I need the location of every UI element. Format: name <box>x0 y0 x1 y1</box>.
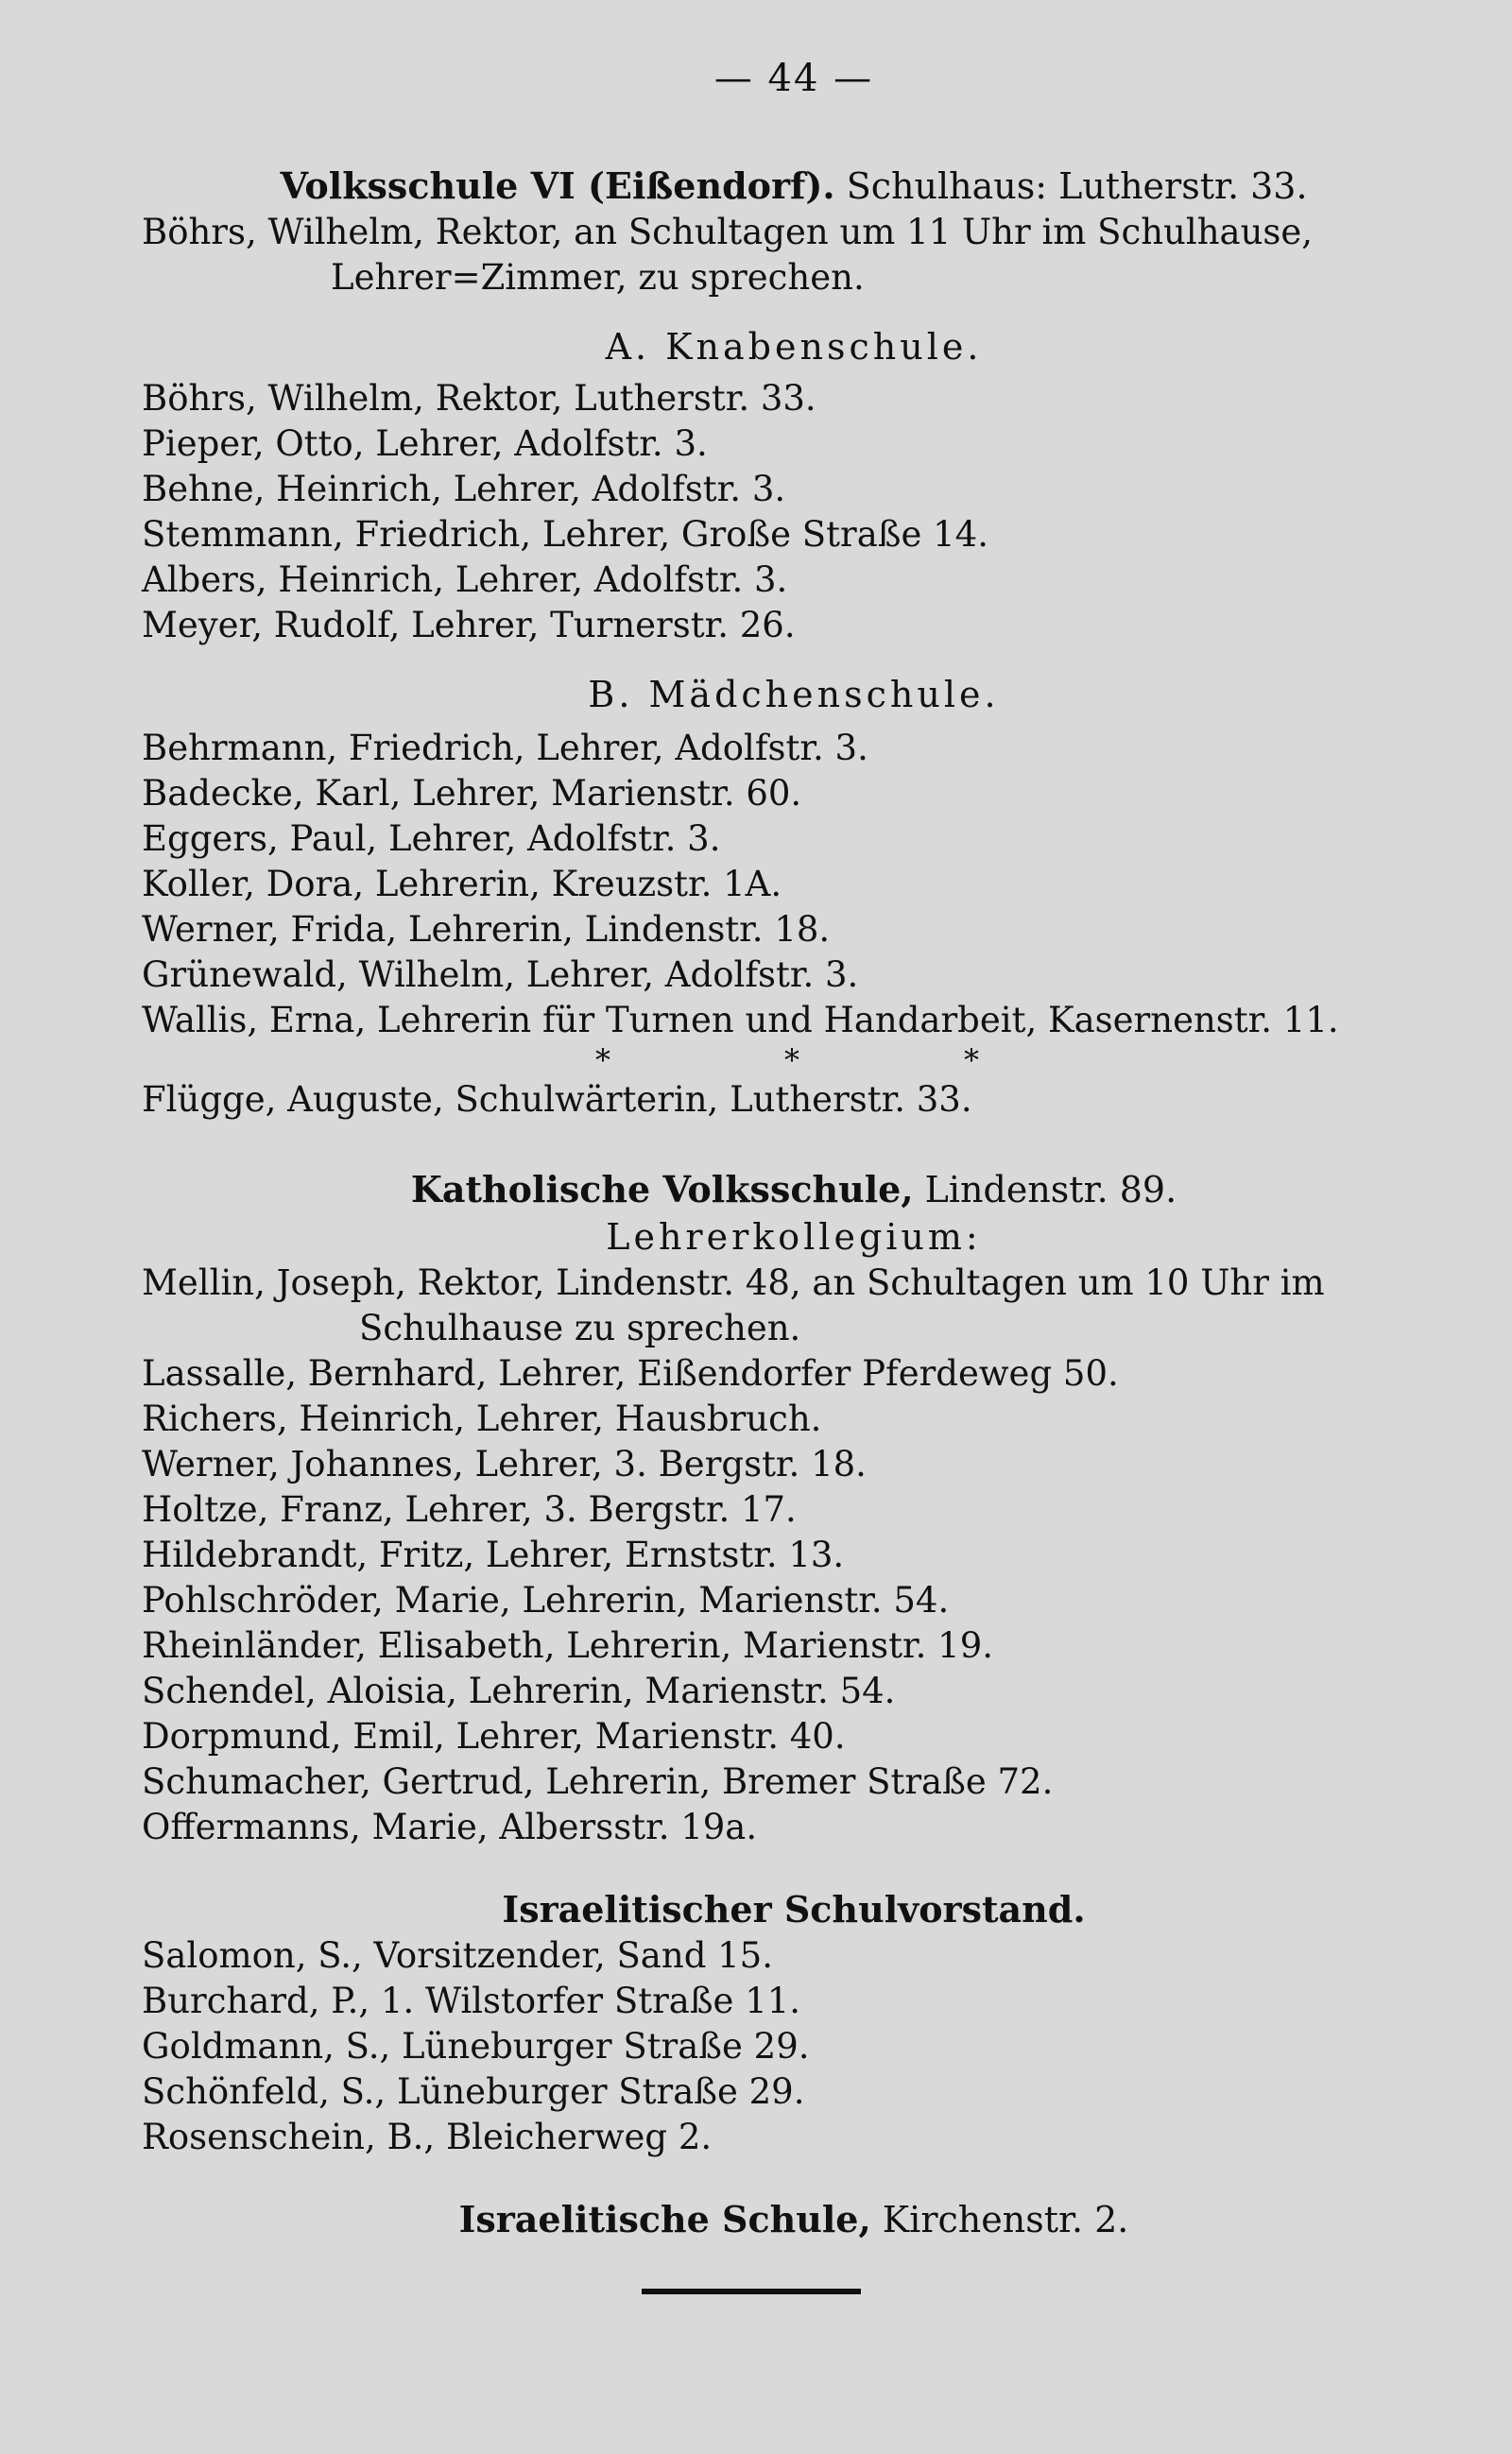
section-title-israelitischer-schulvorstand <box>142 1886 1446 1933</box>
section-title-bold: Israelitische Schule, <box>458 2198 871 2240</box>
separator-stars <box>142 1043 1446 1077</box>
katholische-lehrer-list <box>142 1351 1446 1850</box>
list-item: Schönfeld, S., Lüneburger Straße 29. <box>142 2071 805 2112</box>
list-item: Goldmann, S., Lüneburger Straße 29. <box>142 2026 810 2067</box>
list-item: Pohlschröder, Marie, Lehrerin, Marienstr. 54. <box>142 1580 950 1621</box>
closing-rule <box>642 2289 861 2294</box>
list-item: Rosenschein, B., Bleicherweg 2. <box>142 2117 713 2157</box>
list-item: Stemmann, Friedrich, Lehrer, Große Straße 14. <box>142 514 988 555</box>
list-item: Hildebrandt, Fritz, Lehrer, Ernststr. 13. <box>142 1535 845 1575</box>
list-item: Rheinländer, Elisabeth, Lehrerin, Marienstr. 19. <box>142 1625 994 1666</box>
section-title-rest: Lindenstr. 89. <box>913 1169 1177 1210</box>
list-item: Salomon, S., Vorsitzender, Sand 15. <box>142 1935 773 1976</box>
list-item: Holtze, Franz, Lehrer, 3. Bergstr. 17. <box>142 1489 797 1530</box>
list-item: Meyer, Rudolf, Lehrer, Turnerstr. 26. <box>142 605 796 645</box>
list-item: Richers, Heinrich, Lehrer, Hausbruch. <box>142 1399 822 1439</box>
page-number: — 44 — <box>713 57 874 100</box>
list-item: Grünewald, Wilhelm, Lehrer, Adolfstr. 3. <box>142 954 859 995</box>
list-item: Werner, Frida, Lehrerin, Lindenstr. 18. <box>142 909 831 950</box>
list-item: Eggers, Paul, Lehrer, Adolfstr. 3. <box>142 818 721 859</box>
section-title-bold: Israelitischer Schulvorstand. <box>502 1888 1086 1931</box>
list-item: Behne, Heinrich, Lehrer, Adolfstr. 3. <box>142 469 786 509</box>
list-item: Offermanns, Marie, Albersstr. 19a. <box>142 1807 758 1847</box>
schulvorstand-list <box>142 1933 1446 2160</box>
section-title-bold: Katholische Volksschule, <box>410 1168 914 1210</box>
knabenschule-list <box>142 376 1446 648</box>
star: * <box>964 1042 979 1078</box>
list-item: Behrmann, Friedrich, Lehrer, Adolfstr. 3. <box>142 728 868 768</box>
list-item: Böhrs, Wilhelm, Rektor, Lutherstr. 33. <box>142 378 816 419</box>
list-item: Lassalle, Bernhard, Lehrer, Eißendorfer Pferdeweg 50. <box>142 1353 1119 1394</box>
list-item: Badecke, Karl, Lehrer, Marienstr. 60. <box>142 773 802 814</box>
rektor-intro-line: Lehrer=Zimmer, zu sprechen. <box>331 257 865 298</box>
list-item: Schendel, Aloisia, Lehrerin, Marienstr. 54. <box>142 1671 896 1711</box>
subsection-heading-knabenschule: A. Knabenschule. <box>605 326 983 368</box>
section-title-rest: Schulhaus: Lutherstr. 33. <box>834 165 1308 207</box>
list-item: Flügge, Auguste, Schulwärterin, Lutherstr. 33. <box>142 1079 972 1120</box>
list-item: Wallis, Erna, Lehrerin für Turnen und Handarbeit, Kasernenstr. 11. <box>142 1000 1339 1040</box>
rektor-line: Mellin, Joseph, Rektor, Lindenstr. 48, an Schultagen um 10 Uhr im <box>142 1262 1325 1303</box>
subsection-heading-lehrerkollegium: Lehrerkollegium: <box>606 1216 982 1258</box>
section-title-rest: Kirchenstr. 2. <box>870 2199 1129 2240</box>
subsection-heading-maedchenschule: B. Mädchenschule. <box>588 674 1000 715</box>
list-item: Dorpmund, Emil, Lehrer, Marienstr. 40. <box>142 1716 846 1757</box>
maedchenschule-list <box>142 726 1446 1043</box>
section-title-volksschule-vi <box>142 163 1446 210</box>
list-item: Koller, Dora, Lehrerin, Kreuzstr. 1A. <box>142 864 782 904</box>
star: * <box>595 1042 610 1078</box>
rektor-line: Schulhause zu sprechen. <box>359 1308 801 1348</box>
list-item: Pieper, Otto, Lehrer, Adolfstr. 3. <box>142 423 708 464</box>
rektor-intro-line: Böhrs, Wilhelm, Rektor, an Schultagen um 11 Uhr im Schulhause, <box>142 212 1314 252</box>
list-item: Burchard, P., 1. Wilstorfer Straße 11. <box>142 1981 801 2021</box>
list-item: Albers, Heinrich, Lehrer, Adolfstr. 3. <box>142 559 788 600</box>
list-item: Werner, Johannes, Lehrer, 3. Bergstr. 18. <box>142 1444 867 1484</box>
star: * <box>784 1042 799 1078</box>
section-title-bold: Volksschule VI (Eißendorf). <box>280 164 835 207</box>
list-item: Schumacher, Gertrud, Lehrerin, Bremer Straße 72. <box>142 1761 1054 1802</box>
section-title-katholische-volksschule <box>142 1166 1446 1213</box>
section-title-israelitische-schule <box>142 2196 1446 2243</box>
